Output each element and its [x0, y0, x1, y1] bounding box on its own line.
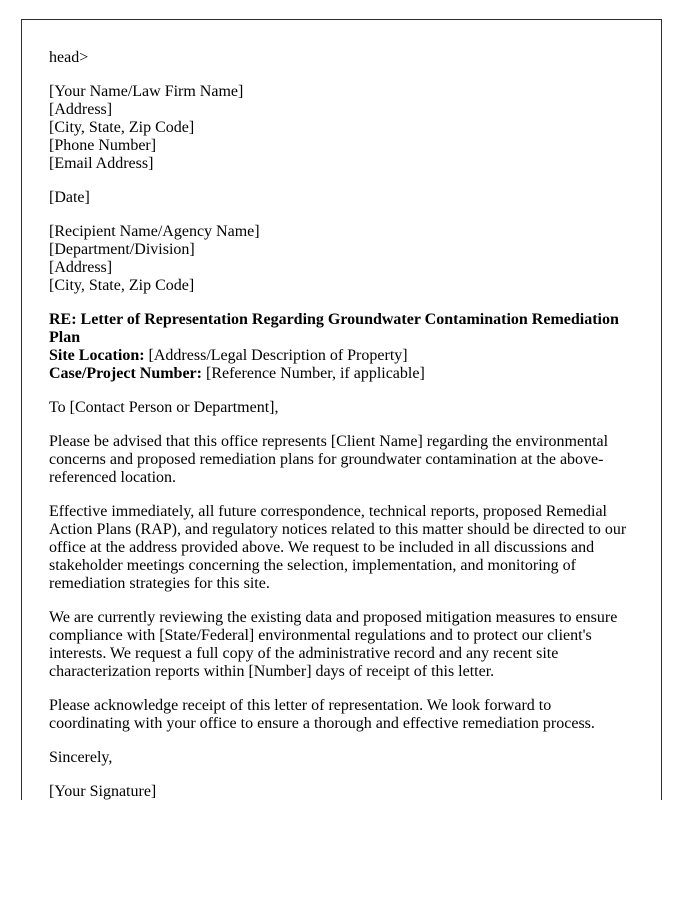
body-paragraph-compliance: We are currently reviewing the existing data and proposed mitigation measures to ensure compliance with [State/Federal] environmental regulations and to protect our client's interests. We request a full copy of the administrative record and any recent site characterization reports within [Number] days of receipt of this letter.: [49, 609, 618, 680]
body-paragraph-correspondence: Effective immediately, all future correspondence, technical reports, proposed Remedial Action Plans (RAP), and regulatory notices related to this matter should be directed to our office at the address provided above. We request to be included in all discussions and stakeholder meetings concerning the selection, implementation, and monitoring of remediation strategies for this site.: [49, 503, 627, 592]
subject-re-line: RE: Letter of Representation Regarding Groundwater Contamination Remediation Plan: [49, 311, 619, 346]
signature-placeholder: [Your Signature]: [49, 783, 157, 800]
date-line: [Date]: [49, 189, 90, 206]
recipient-address-line: [Address]: [49, 259, 113, 276]
body-paragraph-acknowledge: Please acknowledge receipt of this letter of representation. We look forward to coordinating with your office to ensure a thorough and effective remediation process.: [49, 697, 595, 732]
case-number-value: [Reference Number, if applicable]: [205, 365, 425, 382]
letter-document: [21, 19, 662, 800]
site-location-value: [Address/Legal Description of Property]: [148, 347, 408, 364]
site-location-label: Site Location:: [49, 347, 145, 364]
salutation: To [Contact Person or Department],: [49, 399, 279, 416]
recipient-city-line: [City, State, Zip Code]: [49, 277, 195, 294]
recipient-department-line: [Department/Division]: [49, 241, 195, 258]
sender-name-line: [Your Name/Law Firm Name]: [49, 83, 244, 100]
sender-phone-line: [Phone Number]: [49, 137, 157, 154]
stray-markup-text: head>: [49, 49, 89, 66]
sender-email-line: [Email Address]: [49, 155, 154, 172]
body-paragraph-representation: Please be advised that this office represents [Client Name] regarding the environmental concerns and proposed remediation plans for groundwater contamination at the above-referenced location.: [49, 433, 609, 486]
recipient-name-line: [Recipient Name/Agency Name]: [49, 223, 260, 240]
closing-line: Sincerely,: [49, 749, 113, 766]
sender-address-line: [Address]: [49, 101, 113, 118]
recipient-block: [49, 223, 634, 295]
case-number-label: Case/Project Number:: [49, 365, 202, 382]
sender-city-line: [City, State, Zip Code]: [49, 119, 195, 136]
sender-block: [49, 83, 634, 173]
subject-block: [49, 311, 634, 383]
